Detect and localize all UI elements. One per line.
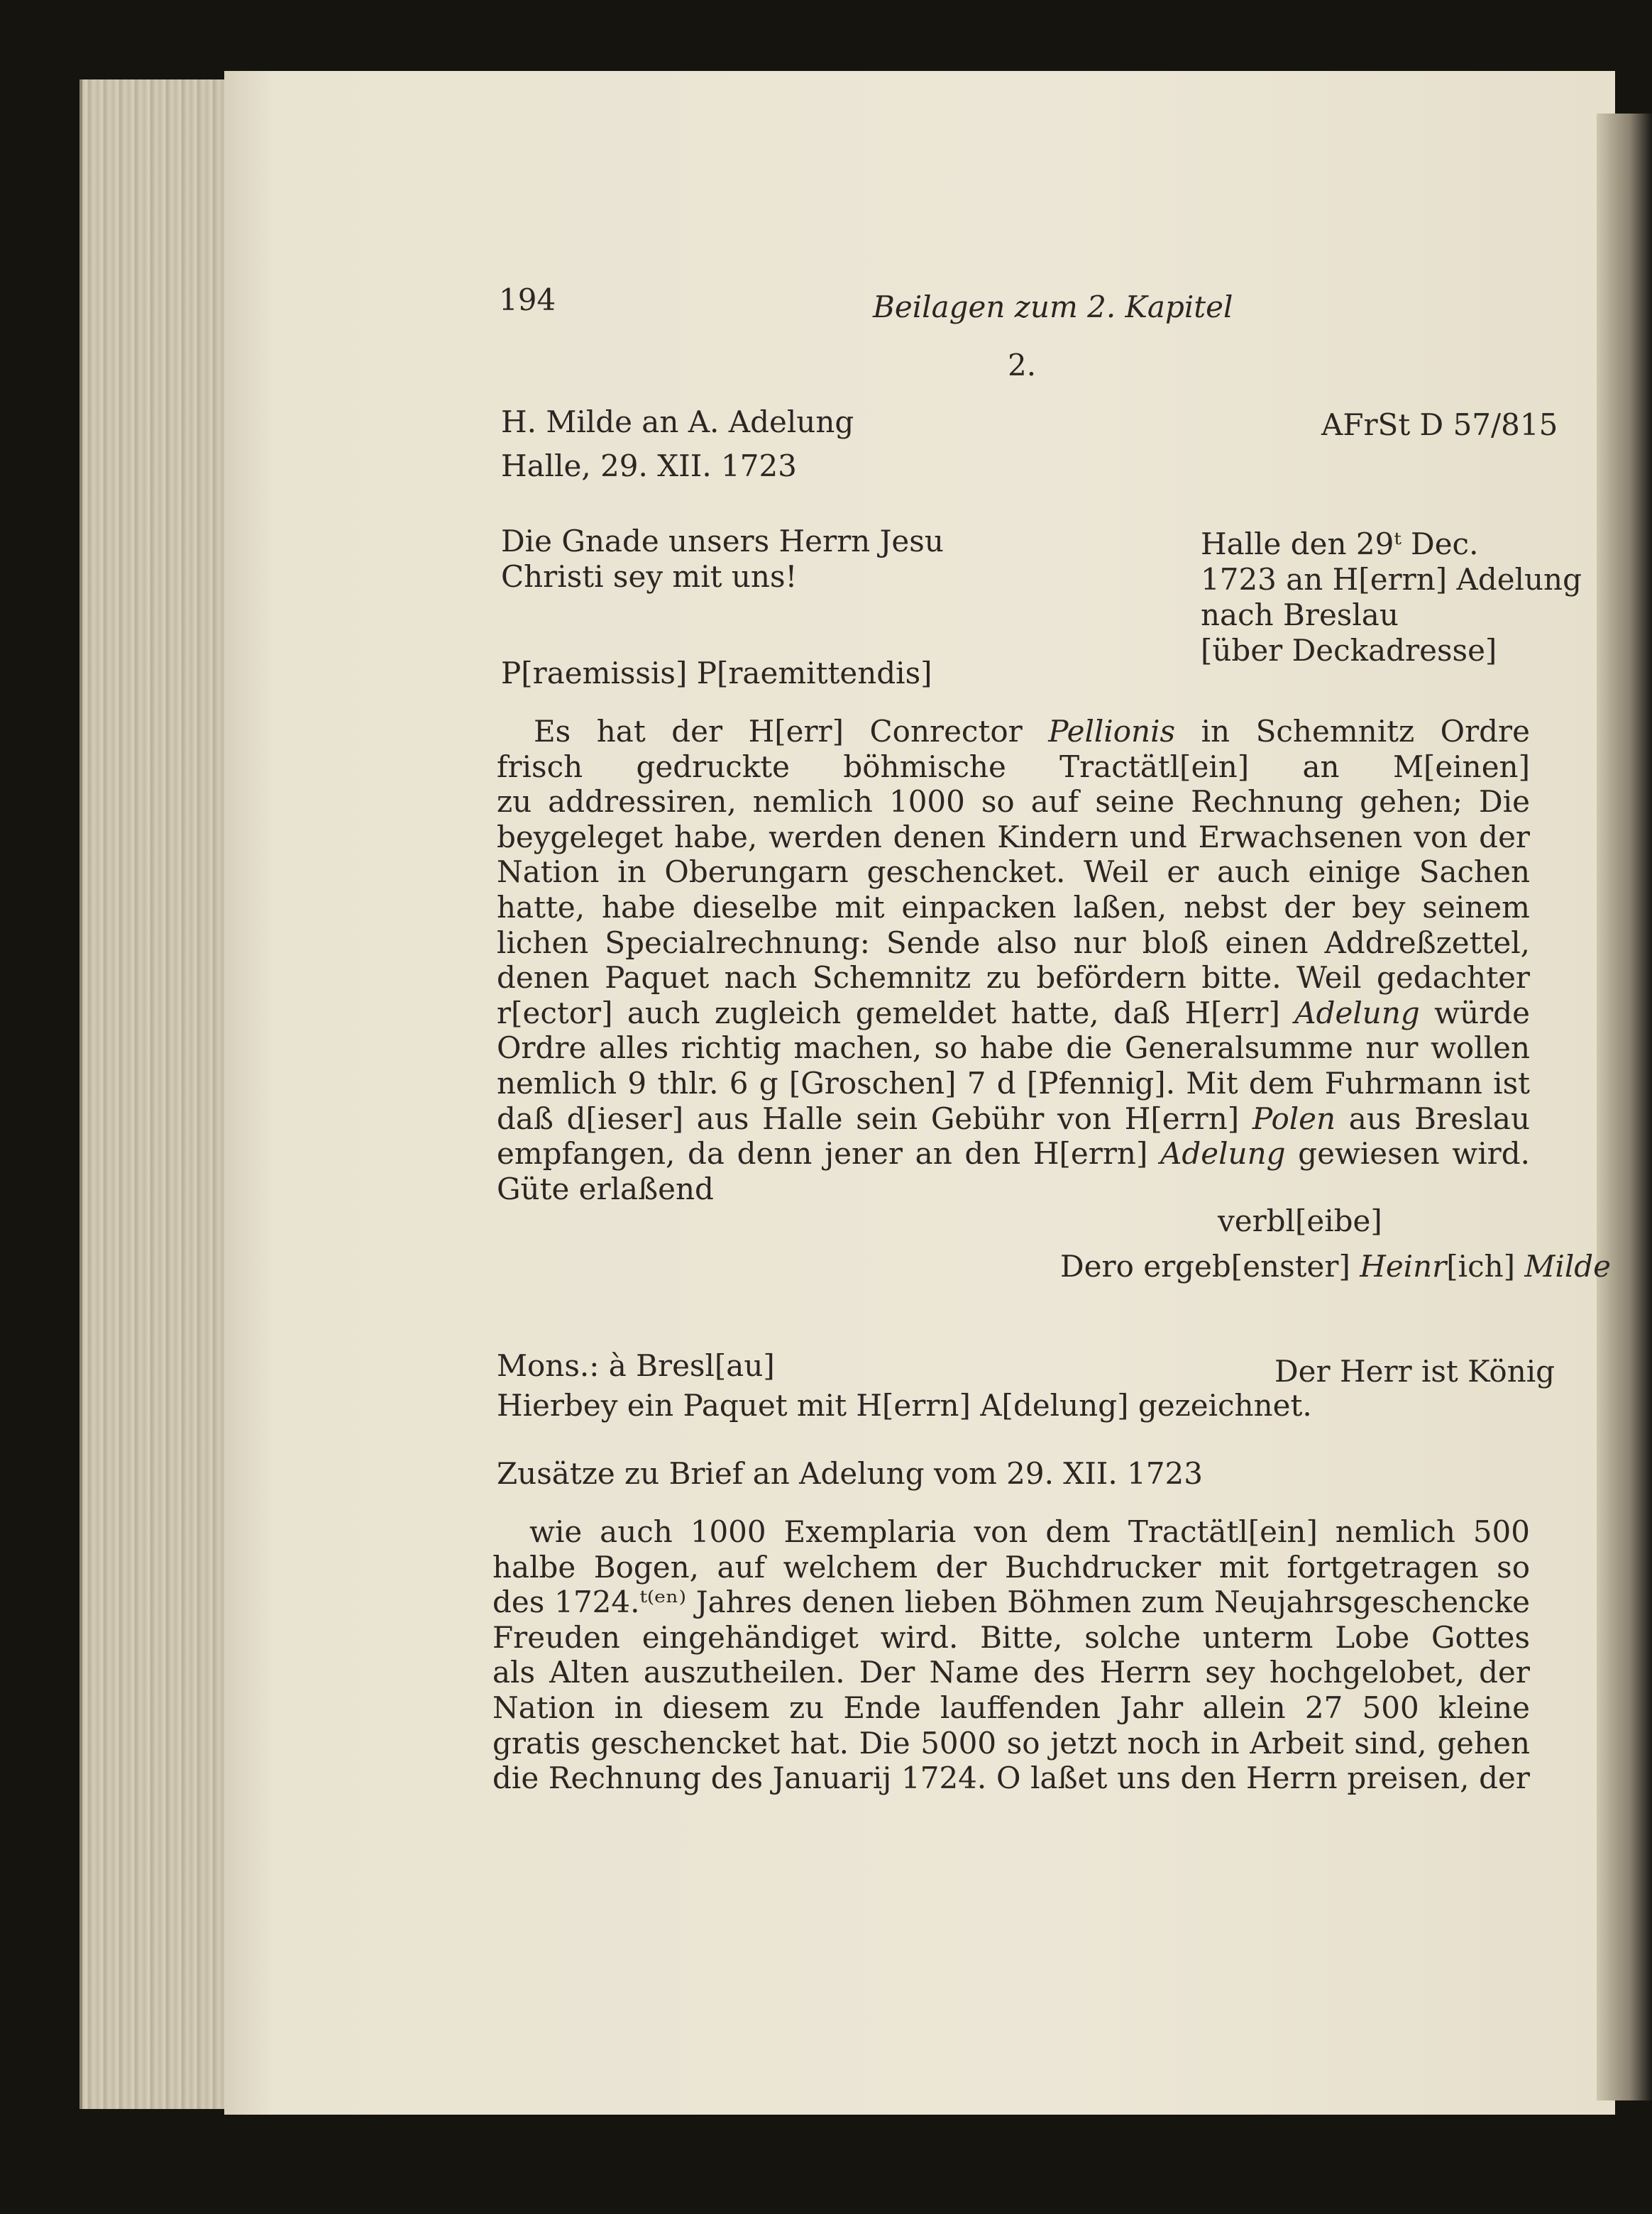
appendix-line: Nation in diesem zu Ende lauffenden Jahr allein 27 500 kleine bbox=[492, 1690, 1530, 1725]
appendix-line: des 1724.ᵗ⁽ᵉⁿ⁾ Jahres denen lieben Böhmen zum Neujahrsgeschencke bbox=[492, 1585, 1530, 1620]
address-note-line: 1723 an H[errn] Adelung bbox=[1201, 562, 1582, 597]
motto: Der Herr ist König bbox=[1274, 1354, 1555, 1389]
appendix-line: die Rechnung des Januarij 1724. O laßet uns den Herrn preisen, der bbox=[492, 1761, 1530, 1796]
salutation bbox=[501, 524, 944, 595]
address-note bbox=[1201, 527, 1582, 668]
letter-line: Nation in Oberungarn geschencket. Weil er auch einige Sachen bbox=[497, 854, 1530, 890]
page-number: 194 bbox=[499, 282, 556, 317]
letter-line: nemlich 9 thlr. 6 g [Groschen] 7 d [Pfennig]. Mit dem Fuhrmann ist bbox=[497, 1065, 1530, 1101]
letter-line: Güte erlaßend bbox=[497, 1171, 714, 1206]
letter-line: frisch gedruckte böhmische Tractätl[ein] an M[einen] bbox=[497, 749, 1530, 784]
letter-line: daß d[ieser] aus Halle sein Gebühr von H[errn] Polen aus Breslau bbox=[497, 1101, 1530, 1136]
letter-line: r[ector] auch zugleich gemeldet hatte, daß H[err] Adelung würde bbox=[497, 995, 1530, 1030]
letter-body bbox=[497, 714, 1530, 1206]
document-number: 2. bbox=[1008, 348, 1037, 382]
appendix-line: gratis geschencket hat. Die 5000 so jetzt noch in Arbeit sind, gehen bbox=[492, 1725, 1530, 1761]
salutation-line: Christi sey mit uns! bbox=[501, 559, 798, 594]
appendix-line: als Alten auszutheilen. Der Name des Herrn sey hochgelobet, der bbox=[492, 1655, 1530, 1690]
letter-line: zu addressiren, nemlich 1000 so auf seine Rechnung gehen; Die bbox=[497, 784, 1530, 820]
appendix-line: halbe Bogen, auf welchem der Buchdrucker mit fortgetragen so bbox=[492, 1549, 1530, 1585]
salutation-line: Die Gnade unsers Herrn Jesu bbox=[501, 524, 944, 558]
letter-line: Es hat der H[err] Conrector Pellionis in Schemnitz Ordre bbox=[534, 714, 1530, 749]
valediction: verbl[eibe] bbox=[1218, 1204, 1382, 1238]
praemissis-line: P[raemissis] P[raemittendis] bbox=[501, 656, 932, 690]
signature: Dero ergeb[enster] Heinr[ich] Milde bbox=[1060, 1249, 1611, 1284]
postscript-line: Mons.: à Bresl[au] bbox=[497, 1348, 775, 1383]
postscript bbox=[497, 1348, 1312, 1423]
letter-place-date: Halle, 29. XII. 1723 bbox=[501, 448, 797, 483]
appendix-body bbox=[492, 1514, 1530, 1796]
letter-line: denen Paquet nach Schemnitz zu befördern bitte. Weil gedachter bbox=[497, 960, 1530, 996]
running-title: Beilagen zum 2. Kapitel bbox=[873, 290, 1233, 324]
archive-reference: AFrSt D 57/815 bbox=[1321, 407, 1558, 442]
appendix-line: Freuden eingehändiget wird. Bitte, solche unterm Lobe Gottes bbox=[492, 1619, 1530, 1655]
page-gutter-shadow bbox=[1597, 114, 1652, 2100]
letter-sender-recipient: H. Milde an A. Adelung bbox=[501, 404, 854, 439]
letter-line: Ordre alles richtig machen, so habe die Generalsumme nur wollen bbox=[497, 1030, 1530, 1066]
address-note-line: Halle den 29ᵗ Dec. bbox=[1201, 527, 1479, 561]
letter-line: hatte, habe dieselbe mit einpacken laßen, nebst der bey seinem bbox=[497, 889, 1530, 925]
letter-line: beygeleget habe, werden denen Kindern und Erwachsenen von der bbox=[497, 819, 1530, 854]
appendix-title: Zusätze zu Brief an Adelung vom 29. XII. 1723 bbox=[497, 1456, 1203, 1491]
postscript-line: Hierbey ein Paquet mit H[errn] A[delung] gezeichnet. bbox=[497, 1388, 1312, 1423]
letter-line: empfangen, da denn jener an den H[errn] Adelung gewiesen wird. bbox=[497, 1136, 1530, 1172]
letter-line: lichen Specialrechnung: Sende also nur bloß einen Addreßzettel, bbox=[497, 925, 1530, 960]
appendix-line: wie auch 1000 Exemplaria von dem Tractätl[ein] nemlich 500 bbox=[529, 1514, 1530, 1549]
address-note-line: nach Breslau bbox=[1201, 597, 1399, 632]
book-page-edges bbox=[79, 79, 236, 2109]
address-note-line: [über Deckadresse] bbox=[1201, 633, 1497, 668]
